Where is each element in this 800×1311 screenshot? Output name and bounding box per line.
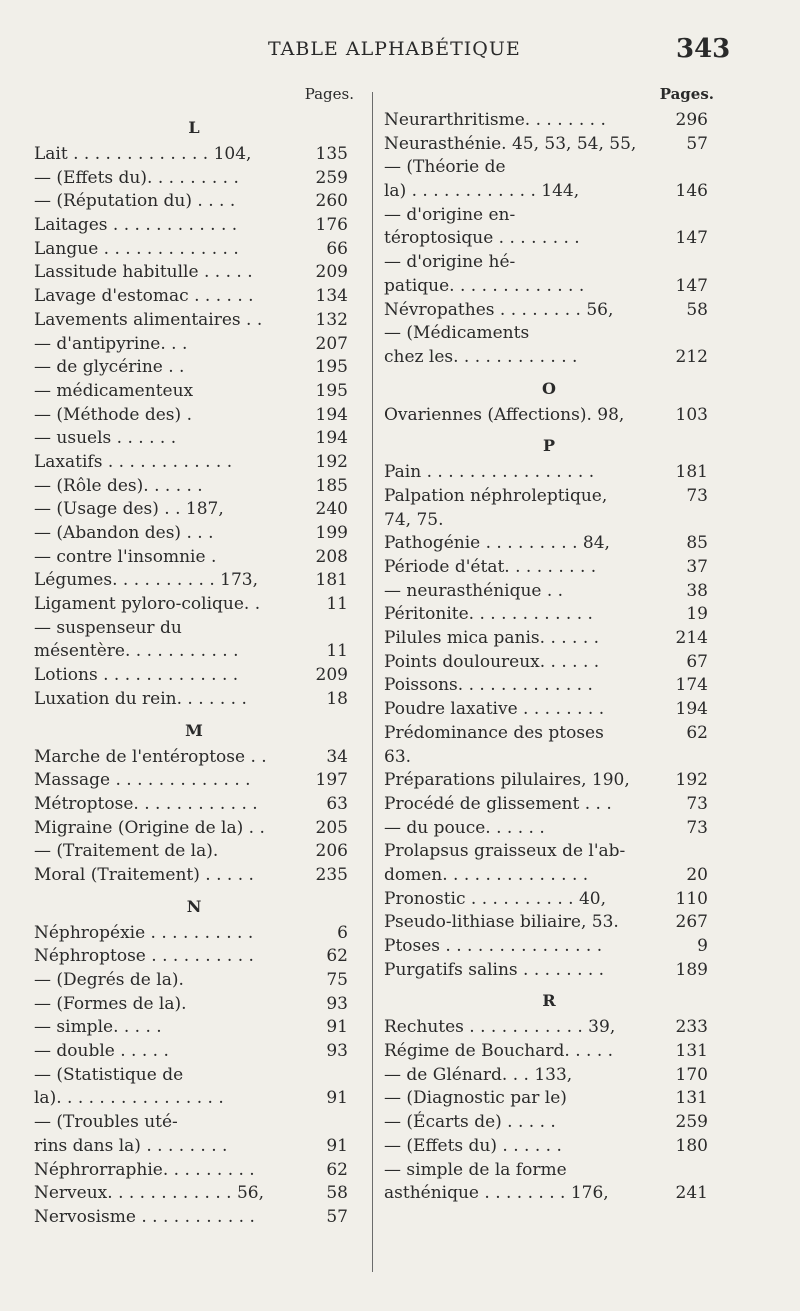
index-entry	[384, 1087, 714, 1111]
entry-term: Neurasthénie. 45, 53, 54, 55,	[384, 133, 637, 154]
entry-term: Période d'état. . . . . . . . .	[384, 557, 597, 577]
index-entry	[34, 285, 354, 309]
entry-term: Procédé de glissement . . .	[384, 793, 612, 814]
entry-page: 93	[326, 1041, 348, 1062]
index-entry	[384, 251, 714, 275]
index-entry	[34, 569, 354, 593]
entry-term: Prédominance des ptoses	[384, 722, 604, 743]
index-entry	[384, 769, 714, 793]
entry-term: Lavements alimentaires . .	[34, 309, 263, 330]
entry-page: 132	[315, 309, 348, 330]
entry-term: — (Usage des) . . 187,	[34, 499, 224, 520]
entry-term: Pathogénie . . . . . . . . . 84,	[384, 533, 610, 554]
index-entry	[384, 840, 714, 864]
entry-term: Néphroptose . . . . . . . . . .	[34, 946, 254, 967]
entry-page: 194	[315, 404, 348, 425]
entry-page: 11	[326, 594, 348, 615]
index-entry	[34, 746, 354, 770]
entry-term: Néphropéxie . . . . . . . . . .	[34, 922, 254, 943]
entry-term: rins dans la) . . . . . . . .	[34, 1135, 228, 1156]
index-entry	[34, 1182, 354, 1206]
entry-term: Pain . . . . . . . . . . . . . . . .	[384, 462, 595, 483]
index-entry	[384, 1182, 714, 1206]
entry-term: Marche de l'entéroptose . .	[34, 746, 267, 767]
entry-term: mésentère. . . . . . . . . . .	[34, 641, 239, 662]
entry-page: 181	[315, 570, 348, 591]
index-entry	[34, 546, 354, 570]
entry-page: 20	[686, 864, 708, 885]
entry-term: — (Statistique de	[34, 1064, 184, 1085]
index-entry	[34, 688, 354, 712]
index-entry	[384, 156, 714, 180]
entry-page: 103	[675, 404, 708, 425]
index-entry	[384, 322, 714, 346]
index-entry	[34, 356, 354, 380]
index-entry	[384, 509, 714, 533]
index-entry	[34, 451, 354, 475]
entry-term: Péritonite. . . . . . . . . . . .	[384, 604, 593, 625]
entry-term: Ovariennes (Affections). 98,	[384, 404, 625, 425]
entry-term: — (Effets du). . . . . . . . .	[34, 167, 239, 188]
entry-term: — contre l'insomnie .	[34, 546, 217, 567]
entry-page: 134	[315, 286, 348, 307]
index-entry	[34, 1159, 354, 1183]
entry-term: Purgatifs salins . . . . . . . .	[384, 959, 605, 980]
index-entry	[384, 299, 714, 323]
index-entry	[384, 404, 714, 428]
entry-page: 146	[675, 181, 708, 202]
index-entry	[34, 1206, 354, 1230]
index-entry	[34, 333, 354, 357]
page-title: TABLE ALPHABÉTIQUE	[268, 38, 521, 60]
section-letter: P	[542, 436, 556, 456]
index-entry	[34, 475, 354, 499]
section-letter: O	[542, 378, 556, 398]
index-entry	[384, 1159, 714, 1183]
entry-term: Massage . . . . . . . . . . . . .	[34, 770, 251, 791]
entry-term: — simple. . . . .	[34, 1017, 162, 1038]
entry-term: Préparations pilulaires, 190,	[384, 770, 630, 791]
entry-page: 147	[675, 228, 708, 249]
entry-page: 135	[315, 144, 348, 164]
index-entry	[384, 935, 714, 959]
entry-term: — double . . . . .	[34, 1041, 169, 1062]
entry-term: Métroptose. . . . . . . . . . . .	[34, 793, 258, 814]
entry-term: — d'origine en-	[384, 204, 516, 225]
entry-term: — de glycérine . .	[34, 357, 185, 378]
index-entry	[384, 817, 714, 841]
index-entry	[384, 888, 714, 912]
entry-term: asthénique . . . . . . . . 176,	[384, 1183, 609, 1204]
entry-page: 181	[675, 462, 708, 483]
entry-page: 185	[315, 475, 348, 496]
entry-page: 194	[315, 428, 348, 449]
index-entry	[384, 746, 714, 770]
index-entry	[384, 485, 714, 509]
entry-term: — (Théorie de	[384, 157, 506, 178]
entry-term: Rechutes . . . . . . . . . . . 39,	[384, 1017, 616, 1038]
index-entry	[384, 674, 714, 698]
entry-term: — (Écarts de) . . . . .	[384, 1112, 556, 1133]
entry-page: 233	[675, 1017, 708, 1038]
index-entry	[384, 911, 714, 935]
entry-term: Pilules mica panis. . . . . .	[384, 628, 600, 649]
entry-page: 174	[675, 675, 708, 696]
entry-page: 62	[326, 1159, 348, 1180]
entry-term: domen. . . . . . . . . . . . . .	[384, 864, 589, 885]
entry-term: — (Méthode des) .	[34, 404, 192, 425]
entry-page: 189	[675, 959, 708, 980]
entry-page: 205	[315, 817, 348, 838]
left-column	[34, 85, 354, 1230]
entry-term: Lassitude habitulle . . . . .	[34, 262, 253, 283]
entry-term: Pseudo-lithiase biliaire, 53.	[384, 912, 619, 933]
entry-page: 209	[315, 262, 348, 283]
entry-term: — (Traitement de la).	[34, 841, 219, 862]
entry-term: — (Abandon des) . . .	[34, 523, 214, 543]
entry-term: Moral (Traitement) . . . . .	[34, 864, 254, 885]
entry-term: Ligament pyloro-colique. .	[34, 594, 261, 615]
entry-page: 85	[686, 533, 708, 554]
entry-page: 267	[675, 912, 708, 933]
entry-page: 73	[686, 485, 708, 506]
entry-term: chez les. . . . . . . . . . . .	[384, 346, 578, 367]
index-entry	[384, 722, 714, 746]
entry-page: 194	[675, 699, 708, 720]
entry-page: 38	[686, 580, 708, 601]
entry-page: 260	[315, 191, 348, 212]
entry-page: 195	[315, 357, 348, 378]
index-entry	[384, 275, 714, 299]
entry-page: 170	[675, 1064, 708, 1085]
index-entry	[34, 1087, 354, 1111]
pages-header-right: Pages.	[659, 85, 714, 103]
entry-page: 6	[337, 922, 348, 943]
entry-page: 176	[315, 215, 348, 236]
entry-page: 131	[675, 1041, 708, 1062]
index-entry	[34, 817, 354, 841]
entry-page: 37	[686, 557, 708, 577]
index-entry	[34, 840, 354, 864]
entry-term: Nervosisme . . . . . . . . . . .	[34, 1206, 255, 1227]
entry-term: — (Réputation du) . . . .	[34, 191, 236, 212]
index-entry	[384, 1111, 714, 1135]
entry-page: 9	[697, 936, 708, 956]
index-entry	[384, 227, 714, 251]
index-entry	[384, 109, 714, 133]
entry-page: 91	[326, 1088, 348, 1109]
index-entry	[34, 238, 354, 262]
entry-page: 62	[686, 722, 708, 743]
entry-term: — usuels . . . . . .	[34, 428, 177, 449]
entry-page: 147	[675, 275, 708, 296]
index-entry	[34, 167, 354, 191]
entry-page: 62	[326, 946, 348, 967]
entry-page: 192	[315, 451, 348, 472]
entry-term: — d'origine hé-	[384, 252, 516, 273]
entry-page: 259	[675, 1112, 708, 1133]
entry-term: Névropathes . . . . . . . . 56,	[384, 299, 614, 320]
index-entry	[34, 769, 354, 793]
right-entries	[384, 109, 714, 1206]
entry-page: 208	[315, 546, 348, 567]
index-entry	[384, 580, 714, 604]
index-entry	[384, 603, 714, 627]
index-entry	[34, 617, 354, 641]
entry-page: 206	[315, 841, 348, 862]
entry-term: — simple de la forme	[384, 1159, 567, 1180]
entry-term: — neurasthénique . .	[384, 580, 564, 601]
section-letter: M	[185, 720, 203, 740]
index-entry	[384, 556, 714, 580]
index-entry	[384, 698, 714, 722]
index-entry	[384, 461, 714, 485]
entry-term: — (Degrés de la).	[34, 970, 184, 990]
entry-term: Légumes. . . . . . . . . . 173,	[34, 570, 259, 591]
entry-page: 195	[315, 380, 348, 401]
index-entry	[384, 346, 714, 370]
entry-page: 192	[675, 770, 708, 791]
entry-term: 63.	[384, 746, 412, 767]
entry-page: 91	[326, 1135, 348, 1156]
entry-term: Laitages . . . . . . . . . . . .	[34, 215, 238, 236]
index-entry	[34, 640, 354, 664]
entry-term: — (Effets du) . . . . . .	[384, 1135, 562, 1156]
entry-page: 58	[326, 1183, 348, 1204]
index-entry	[34, 1064, 354, 1088]
entry-term: — du pouce. . . . . .	[384, 817, 545, 838]
entry-page: 63	[326, 793, 348, 814]
entry-term: — (Formes de la).	[34, 993, 187, 1014]
entry-term: Points douloureux. . . . . .	[384, 651, 600, 672]
entry-page: 93	[326, 993, 348, 1014]
entry-term: la) . . . . . . . . . . . . 144,	[384, 181, 580, 202]
entry-page: 241	[675, 1183, 708, 1204]
column-divider	[372, 92, 373, 1272]
section-letter: N	[186, 896, 202, 916]
index-entry	[384, 1135, 714, 1159]
index-entry	[384, 1016, 714, 1040]
entry-term: Palpation néphroleptique,	[384, 485, 608, 506]
entry-term: Nerveux. . . . . . . . . . . . 56,	[34, 1183, 264, 1204]
index-entry	[34, 522, 354, 546]
index-entry	[34, 664, 354, 688]
entry-page: 199	[315, 523, 348, 543]
entry-term: Lait . . . . . . . . . . . . . 104,	[34, 144, 252, 164]
entry-page: 240	[315, 499, 348, 520]
index-entry	[384, 1040, 714, 1064]
entry-term: Luxation du rein. . . . . . .	[34, 688, 247, 709]
entry-page: 180	[675, 1135, 708, 1156]
index-entry	[384, 532, 714, 556]
page-number: 343	[676, 34, 731, 64]
entry-page: 73	[686, 793, 708, 814]
entry-term: Néphrorraphie. . . . . . . . .	[34, 1159, 255, 1180]
entry-page: 75	[326, 970, 348, 990]
entry-term: — (Médicaments	[384, 323, 530, 344]
entry-page: 34	[326, 746, 348, 767]
entry-term: Ptoses . . . . . . . . . . . . . . .	[384, 936, 603, 956]
entry-page: 66	[326, 238, 348, 259]
entry-term: Laxatifs . . . . . . . . . . . .	[34, 451, 233, 472]
entry-term: Poissons. . . . . . . . . . . . .	[384, 675, 593, 696]
index-entry	[34, 214, 354, 238]
entry-page: 58	[686, 299, 708, 320]
index-entry	[384, 180, 714, 204]
entry-term: téroptosique . . . . . . . .	[384, 228, 580, 249]
entry-term: Langue . . . . . . . . . . . . .	[34, 238, 239, 259]
entry-page: 57	[326, 1206, 348, 1227]
entry-term: Régime de Bouchard. . . . .	[384, 1041, 614, 1062]
entry-term: patique. . . . . . . . . . . . .	[384, 275, 585, 296]
entry-page: 296	[675, 110, 708, 130]
index-entry	[34, 190, 354, 214]
entry-term: — de Glénard. . . 133,	[384, 1064, 573, 1085]
entry-page: 259	[315, 167, 348, 188]
section-letter: R	[542, 991, 556, 1011]
entry-page: 207	[315, 333, 348, 354]
entry-page: 91	[326, 1017, 348, 1038]
entry-page: 235	[315, 864, 348, 885]
entry-term: — médicamenteux	[34, 380, 194, 401]
entry-page: 212	[675, 346, 708, 367]
index-entry	[34, 993, 354, 1017]
index-entry	[34, 922, 354, 946]
entry-page: 110	[675, 888, 708, 909]
entry-page: 73	[686, 817, 708, 838]
entry-page: 18	[326, 688, 348, 709]
index-entry	[34, 498, 354, 522]
index-entry	[384, 204, 714, 228]
index-entry	[384, 133, 714, 157]
entry-term: Migraine (Origine de la) . .	[34, 817, 265, 838]
index-entry	[34, 1040, 354, 1064]
index-entry	[34, 143, 354, 167]
entry-term: — (Troubles uté-	[34, 1112, 178, 1133]
entry-page: 131	[675, 1088, 708, 1109]
left-entries	[34, 109, 354, 1230]
index-entry	[34, 1135, 354, 1159]
index-entry	[34, 380, 354, 404]
entry-page: 214	[675, 628, 708, 649]
entry-term: Lotions . . . . . . . . . . . . .	[34, 665, 239, 686]
entry-page: 57	[686, 133, 708, 154]
entry-term: 74, 75.	[384, 509, 444, 530]
index-entry	[384, 959, 714, 983]
right-column	[384, 85, 714, 1206]
entry-term: — d'antipyrine. . .	[34, 333, 188, 354]
section-letter: L	[188, 118, 200, 137]
entry-page: 19	[686, 604, 708, 625]
index-entry	[34, 261, 354, 285]
index-entry	[384, 627, 714, 651]
entry-page: 11	[326, 641, 348, 662]
index-entry	[34, 593, 354, 617]
entry-term: Poudre laxative . . . . . . . .	[384, 699, 605, 720]
index-entry	[34, 404, 354, 428]
index-entry	[384, 793, 714, 817]
index-entry	[34, 1016, 354, 1040]
index-entry	[384, 1064, 714, 1088]
index-entry	[34, 1111, 354, 1135]
index-entry	[34, 969, 354, 993]
entry-term: — suspenseur du	[34, 617, 182, 638]
index-entry	[34, 309, 354, 333]
index-entry	[34, 945, 354, 969]
index-entry	[34, 427, 354, 451]
entry-term: Neurarthritisme. . . . . . . .	[384, 110, 606, 130]
index-entry	[384, 864, 714, 888]
index-entry	[34, 864, 354, 888]
entry-term: Pronostic . . . . . . . . . . 40,	[384, 888, 607, 909]
entry-term: la). . . . . . . . . . . . . . . .	[34, 1088, 224, 1109]
entry-term: — (Rôle des). . . . . .	[34, 475, 203, 496]
entry-page: 209	[315, 665, 348, 686]
pages-header-left: Pages.	[304, 85, 354, 103]
entry-page: 197	[315, 770, 348, 791]
running-header	[0, 34, 800, 72]
entry-term: Prolapsus graisseux de l'ab-	[384, 841, 626, 862]
entry-page: 67	[686, 651, 708, 672]
index-entry	[384, 651, 714, 675]
index-entry	[34, 793, 354, 817]
entry-term: Lavage d'estomac . . . . . .	[34, 286, 254, 307]
entry-term: — (Diagnostic par le)	[384, 1088, 567, 1109]
